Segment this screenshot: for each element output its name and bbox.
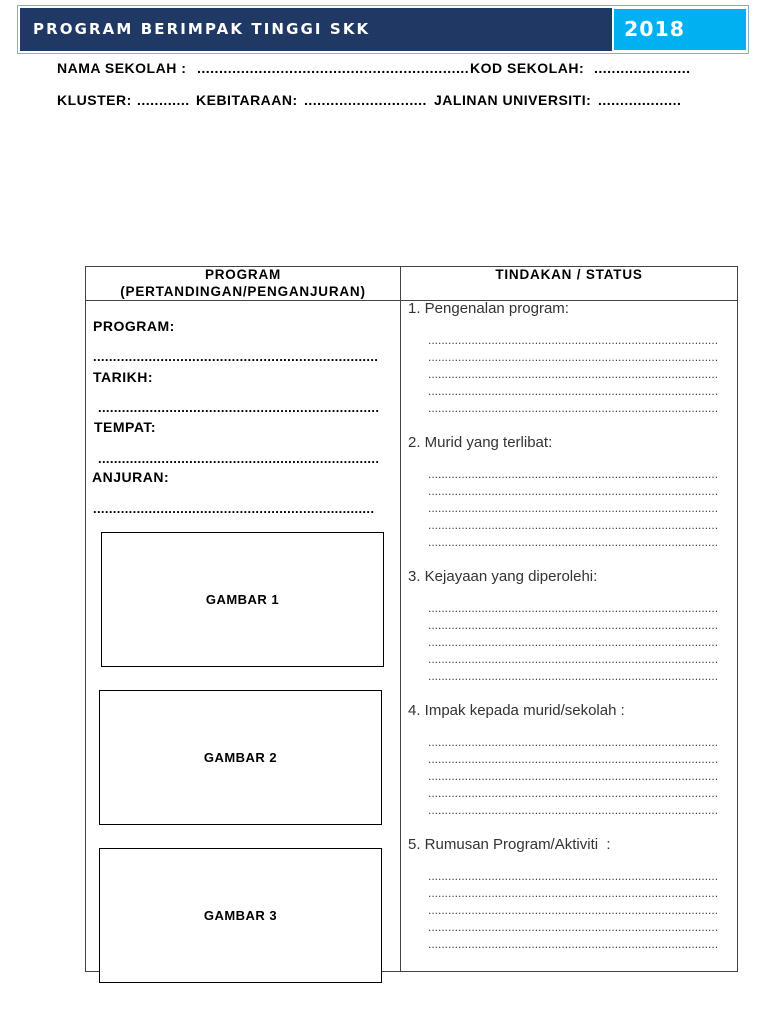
blank-line: ....................................................................................... bbox=[428, 869, 719, 883]
venue-field-blank: ....................................................................... bbox=[98, 451, 380, 466]
blank-line: ....................................................................................... bbox=[428, 635, 719, 649]
school-name-label: NAMA SEKOLAH : bbox=[57, 60, 187, 76]
status-item bbox=[401, 434, 737, 568]
status-item-label: 2. Murid yang terlibat: bbox=[408, 434, 553, 451]
left-header-line2: (PERTANDINGAN/PENGANJURAN) bbox=[120, 284, 366, 299]
photo-placeholder-3 bbox=[99, 848, 382, 983]
status-item bbox=[401, 702, 737, 836]
venue-field-label: TEMPAT: bbox=[94, 419, 157, 435]
blank-line: ....................................................................................... bbox=[428, 518, 719, 532]
excellence-label: KEBITARAAN: bbox=[196, 92, 298, 108]
status-item-lines bbox=[428, 332, 722, 417]
blank-line: ....................................................................................... bbox=[428, 652, 719, 666]
organiser-field-blank: ....................................................................... bbox=[93, 501, 375, 516]
program-field-label: PROGRAM: bbox=[93, 318, 175, 334]
table-left-border bbox=[85, 266, 86, 972]
school-name-blank: .............................................................. bbox=[197, 60, 470, 76]
status-item bbox=[401, 836, 737, 970]
school-code-blank: ...................... bbox=[594, 60, 691, 76]
excellence-blank: ............................ bbox=[304, 92, 427, 108]
blank-line: ....................................................................................... bbox=[428, 937, 719, 951]
status-list bbox=[401, 300, 737, 970]
status-item-lines bbox=[428, 734, 722, 819]
status-item-lines bbox=[428, 600, 722, 685]
date-field-label: TARIKH: bbox=[93, 369, 154, 385]
cluster-blank: ............ bbox=[137, 92, 190, 108]
blank-line: ....................................................................................... bbox=[428, 467, 719, 481]
blank-line: ....................................................................................... bbox=[428, 903, 719, 917]
cluster-label: KLUSTER: bbox=[57, 92, 132, 108]
photo-label-3: GAMBAR 3 bbox=[203, 908, 278, 923]
blank-line: ....................................................................................... bbox=[428, 920, 719, 934]
table-right-border bbox=[737, 266, 738, 972]
page-title: PROGRAM BERIMPAK TINGGI SKK bbox=[33, 20, 371, 38]
blank-line: ....................................................................................... bbox=[428, 618, 719, 632]
status-item-label: 4. Impak kepada murid/sekolah : bbox=[408, 702, 625, 719]
blank-line: ....................................................................................... bbox=[428, 769, 719, 783]
blank-line: ....................................................................................... bbox=[428, 484, 719, 498]
photo-label-2: GAMBAR 2 bbox=[203, 750, 278, 765]
blank-line: ....................................................................................... bbox=[428, 535, 719, 549]
blank-line: ....................................................................................... bbox=[428, 886, 719, 900]
blank-line: ....................................................................................... bbox=[428, 601, 719, 615]
blank-line: ....................................................................................... bbox=[428, 384, 719, 398]
university-label: JALINAN UNIVERSITI: bbox=[434, 92, 592, 108]
school-code-label: KOD SEKOLAH: bbox=[470, 60, 585, 76]
status-item-label: 1. Pengenalan program: bbox=[408, 300, 569, 317]
blank-line: ....................................................................................... bbox=[428, 786, 719, 800]
blank-line: ....................................................................................... bbox=[428, 333, 719, 347]
status-item bbox=[401, 568, 737, 702]
organiser-field-label: ANJURAN: bbox=[92, 469, 170, 485]
photo-placeholder-1 bbox=[101, 532, 384, 667]
photo-label-1: GAMBAR 1 bbox=[205, 592, 280, 607]
blank-line: ....................................................................................... bbox=[428, 752, 719, 766]
date-field-blank: ....................................................................... bbox=[98, 400, 380, 415]
blank-line: ....................................................................................... bbox=[428, 735, 719, 749]
status-item bbox=[401, 300, 737, 434]
right-header: TINDAKAN / STATUS bbox=[495, 267, 643, 282]
left-header-line1: PROGRAM bbox=[204, 267, 282, 282]
blank-line: ....................................................................................... bbox=[428, 803, 719, 817]
blank-line: ....................................................................................... bbox=[428, 669, 719, 683]
blank-line: ....................................................................................... bbox=[428, 350, 719, 364]
program-field-blank: ........................................................................ bbox=[93, 349, 379, 364]
blank-line: ....................................................................................... bbox=[428, 401, 719, 415]
year-label: 2018 bbox=[624, 17, 686, 41]
status-item-lines bbox=[428, 466, 722, 551]
photo-placeholder-2 bbox=[99, 690, 382, 825]
blank-line: ....................................................................................... bbox=[428, 367, 719, 381]
status-item-label: 5. Rumusan Program/Aktiviti : bbox=[408, 836, 611, 853]
status-item-lines bbox=[428, 868, 722, 953]
blank-line: ....................................................................................... bbox=[428, 501, 719, 515]
university-blank: ................... bbox=[598, 92, 682, 108]
status-item-label: 3. Kejayaan yang diperolehi: bbox=[408, 568, 598, 585]
